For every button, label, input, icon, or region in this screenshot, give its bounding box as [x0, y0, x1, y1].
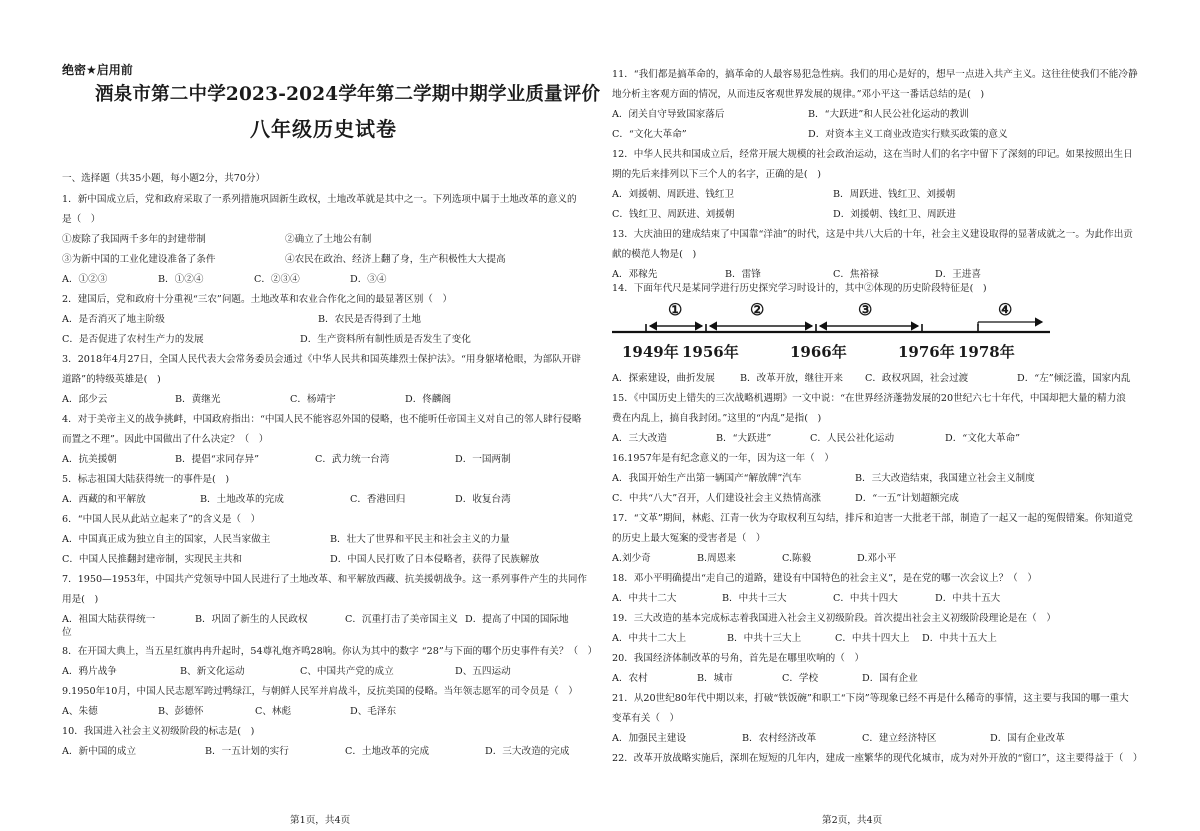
q10-option-a[interactable]: A．新中国的成立: [62, 746, 137, 757]
q7-option-b[interactable]: B．巩固了新生的人民政权: [195, 614, 308, 625]
q11-option-c[interactable]: C．“文化大革命”: [612, 129, 687, 140]
q8-option-c[interactable]: C、中国共产党的成立: [300, 666, 394, 677]
q13-option-a[interactable]: A．邓稼先: [612, 269, 658, 280]
q5-option-a[interactable]: A．西藏的和平解放: [62, 494, 146, 505]
q12-line1: 12．中华人民共和国成立后，经常开展大规模的社会政治运动，这在当时人们的名字中留下了深刻的印记。如果按照出生日: [612, 149, 1133, 160]
q9-option-a[interactable]: A、朱德: [62, 706, 98, 717]
timeline-year-1949: 1949年: [622, 343, 679, 361]
timeline-year-1956: 1956年: [682, 343, 739, 361]
q7-line1: 7．1950—1953年，中国共产党领导中国人民进行了土地改革、和平解放西藏、抗美援朝战争。这一系列事件产生的共同作: [62, 574, 588, 585]
timeline-diagram: [612, 296, 1052, 368]
q17-line1: 17．“文革”期间，林彪、江青一伙为夺取权利互勾结，排斥和迫害一大批老干部，制造了一起又一起的冤假错案。你知道党: [612, 513, 1133, 524]
q3-line1: 3．2018年4月27日，全国人民代表大会常务委员会通过《中华人民共和国英雄烈士保护法》。“用身躯堵枪眼，为部队开辟: [62, 354, 582, 365]
q5-text: 5．标志祖国大陆获得统一的事件是( ): [62, 474, 230, 485]
q17-option-a[interactable]: A.刘少奇: [612, 553, 651, 564]
exam-title: 酒泉市第二中学2023-2024学年第二学期中期学业质量评价: [95, 84, 601, 105]
q16-option-b[interactable]: B．三大改造结束，我国建立社会主义制度: [855, 473, 1035, 484]
q20-option-a[interactable]: A．农村: [612, 673, 648, 684]
q1-option-b[interactable]: B．①②④: [158, 274, 204, 285]
q11-line2: 地分析主客观方面的情况，从而违反客观世界发展的规律。”邓小平这一番话总结的是( ): [612, 89, 985, 100]
q21-line2: 变革有关（ ）: [612, 713, 680, 724]
q10-text: 10．我国进入社会主义初级阶段的标志是( ): [62, 726, 255, 737]
q4-line1: 4．对于美帝主义的战争挑衅，中国政府指出：“中国人民不能容忍外国的侵略，也不能听任帝国主义对自己的邻人肆行侵略: [62, 414, 582, 425]
q18-text: 18．邓小平明确提出“走自己的道路，建设有中国特色的社会主义”，是在党的哪一次会议上？（ ）: [612, 573, 1037, 584]
q20-option-b[interactable]: B．城市: [697, 673, 733, 684]
q14-option-d[interactable]: D．“左”倾泛滥，国家内乱: [1017, 373, 1131, 384]
q17-line2: 的历史上最大冤案的受害者是（ ）: [612, 533, 766, 544]
timeline-year-1966: 1966年: [790, 343, 847, 361]
q19-option-a[interactable]: A．中共十二大上: [612, 633, 687, 644]
q7-option-d[interactable]: D．提高了中国的国际地: [465, 614, 569, 625]
q5-option-d[interactable]: D．收复台湾: [455, 494, 511, 505]
q11-option-d[interactable]: D．对资本主义工商业改造实行赎买政策的意义: [808, 129, 1008, 140]
q15-line1: 15．《中国历史上错失的三次战略机遇期》一文中说：“在世界经济蓬勃发展的20世纪六七十年代，中国却把大量的精力浪: [612, 393, 1126, 404]
q8-option-d[interactable]: D、五四运动: [455, 666, 511, 677]
q4-line2: 而置之不理”。因此中国做出了什么决定？（ ）: [62, 434, 269, 445]
q15-line2: 费在内乱上，搞自我封闭。”这里的“内乱”是指( ): [612, 413, 822, 424]
exam-subtitle: 八年级历史试卷: [250, 117, 397, 141]
q10-option-d[interactable]: D．三大改造的完成: [485, 746, 570, 757]
q16-option-a[interactable]: A．我国开始生产出第一辆国产“解放牌”汽车: [612, 473, 802, 484]
q15-option-c[interactable]: C．人民公社化运动: [810, 433, 895, 444]
q6-text: 6．“中国人民从此站立起来了”的含义是（ ）: [62, 514, 261, 525]
q9-text: 9.1950年10月，中国人民志愿军跨过鸭绿江，与朝鲜人民军并肩战斗，反抗美国的侵略。当年领志愿军的司令员是（ ）: [62, 686, 578, 697]
q9-option-b[interactable]: B、彭德怀: [158, 706, 204, 717]
q17-option-b[interactable]: B.周恩来: [697, 553, 736, 564]
q8-option-b[interactable]: B、新文化运动: [180, 666, 245, 677]
q18-option-a[interactable]: A．中共十二大: [612, 593, 677, 604]
q1-option-c[interactable]: C．②③④: [254, 274, 300, 285]
q12-option-d[interactable]: D．刘援朝、钱红卫、周跃进: [833, 209, 956, 220]
timeline-year-1978: 1978年: [958, 343, 1015, 361]
q17-option-d[interactable]: D.邓小平: [857, 553, 897, 564]
q12-line2: 期的先后来排列以下三个人的名字，正确的是( ): [612, 169, 821, 180]
q1-item-3: ③为新中国的工业化建设准备了条件: [62, 254, 216, 265]
timeline-marker-3: ③: [858, 300, 873, 319]
q19-text: 19．三大改造的基本完成标志着我国进入社会主义初级阶段。首次提出社会主义初级阶段理论是在（ ）: [612, 613, 1056, 624]
q21-option-a[interactable]: A．加强民主建设: [612, 733, 687, 744]
q1-line2: 是（ ）: [62, 214, 101, 225]
q1-item-1: ①废除了我国两千多年的封建带制: [62, 234, 206, 245]
q11-option-b[interactable]: B．“大跃进”和人民公社化运动的教训: [808, 109, 969, 120]
q1-option-d[interactable]: D．③④: [350, 274, 387, 285]
q2-option-c[interactable]: C．是否促进了农村生产力的发展: [62, 334, 204, 345]
q18-option-b[interactable]: B．中共十三大: [722, 593, 787, 604]
q8-text: 8．在开国大典上，当五星红旗冉冉升起时，54尊礼炮齐鸣28响。你认为其中的数字 “28”与下面的哪个历史事件有关？（ ）: [62, 646, 598, 657]
q12-option-c[interactable]: C．钱红卫、周跃进、刘援朝: [612, 209, 735, 220]
q3-line2: 道路”的特级英雄是( ): [62, 374, 161, 385]
q5-option-b[interactable]: B．土地改革的完成: [200, 494, 284, 505]
q17-option-c[interactable]: C.陈毅: [782, 553, 812, 564]
q18-option-d[interactable]: D．中共十五大: [935, 593, 1001, 604]
q4-option-d[interactable]: D．一国两制: [455, 454, 511, 465]
timeline-marker-1: ①: [668, 300, 683, 319]
q13-option-b[interactable]: B．雷锋: [725, 269, 761, 280]
q19-option-d[interactable]: D．中共十五大上: [922, 633, 997, 644]
q20-option-c[interactable]: C．学校: [782, 673, 819, 684]
q21-option-d[interactable]: D．国有企业改革: [990, 733, 1065, 744]
q2-option-a[interactable]: A．是否消灭了地主阶级: [62, 314, 165, 325]
q6-option-b[interactable]: B．壮大了世界和平民主和社会主义的力量: [330, 534, 510, 545]
q14-option-c[interactable]: C．政权巩固，社会过渡: [865, 373, 969, 384]
q7-option-c[interactable]: C．沉重打击了美帝国主义: [345, 614, 458, 625]
q4-option-c[interactable]: C．武力统一台湾: [315, 454, 390, 465]
q13-option-c[interactable]: C．焦裕禄: [833, 269, 879, 280]
q16-option-c[interactable]: C．中共“八大”召开，人们建设社会主义热情高涨: [612, 493, 822, 504]
q13-line2: 献的模范人物是( ): [612, 249, 697, 260]
q10-option-c[interactable]: C．土地改革的完成: [345, 746, 430, 757]
q9-option-c[interactable]: C、林彪: [255, 706, 292, 717]
q13-line1: 13．大庆油田的建成结束了中国靠“洋油”的时代，这是中共八大后的十年，社会主义建设取得的显著成就之一。为此作出贡: [612, 229, 1133, 240]
q21-option-c[interactable]: C．建立经济特区: [862, 733, 937, 744]
q7-option-a[interactable]: A．祖国大陆获得统一: [62, 614, 156, 625]
q1-item-2: ②确立了土地公有制: [285, 234, 372, 245]
q7-line2: 用是( ): [62, 594, 99, 605]
q20-text: 20．我国经济体制改革的号角，首先是在哪里吹响的（ ）: [612, 653, 865, 664]
q19-option-c[interactable]: C．中共十四大上: [835, 633, 910, 644]
q10-option-b[interactable]: B．一五计划的实行: [205, 746, 289, 757]
q15-option-a[interactable]: A．三大改造: [612, 433, 667, 444]
q15-option-d[interactable]: D．“文化大革命”: [945, 433, 1021, 444]
timeline-marker-4: ④: [998, 300, 1013, 319]
page-footer-left: 第1页，共4页: [290, 815, 351, 826]
secret-label: 绝密★启用前: [62, 63, 133, 77]
q11-option-a[interactable]: A．闭关自守导致国家落后: [612, 109, 725, 120]
q4-option-a[interactable]: A．抗美援朝: [62, 454, 117, 465]
q12-option-a[interactable]: A．刘援朝、周跃进、钱红卫: [612, 189, 735, 200]
q14-text: 14．下面年代尺是某同学进行历史探究学习时设计的，其中②体现的历史阶段特征是( ): [612, 283, 987, 294]
q5-option-c[interactable]: C．香港回归: [350, 494, 406, 505]
q1-line1: 1．新中国成立后，党和政府采取了一系列措施巩固新生政权，土地改革就是其中之一。下列选项中属于土地改革的意义的: [62, 194, 577, 205]
q7-option-d-tail: 位: [62, 627, 72, 638]
q3-option-d[interactable]: D．佟麟阁: [405, 394, 452, 405]
q22-text: 22．改革开放战略实施后，深圳在短短的几年内，建成一座繁华的现代化城市，成为对外开放的“窗口”，这主要得益于（ ）: [612, 753, 1143, 764]
q6-option-a[interactable]: A．中国真正成为独立自主的国家，人民当家做主: [62, 534, 271, 545]
q8-option-a[interactable]: A．鸦片战争: [62, 666, 117, 677]
q21-option-b[interactable]: B．农村经济改革: [742, 733, 817, 744]
q11-line1: 11．“我们都是搞革命的，搞革命的人最容易犯急性病。我们的用心是好的，想早一点进入共产主义。这往往使我们不能冷静: [612, 69, 1138, 80]
page-footer-right: 第2页，共4页: [822, 815, 883, 826]
q3-option-a[interactable]: A．邱少云: [62, 394, 108, 405]
q2-option-b[interactable]: B．农民是否得到了土地: [318, 314, 421, 325]
q1-option-a[interactable]: A．①②③: [62, 274, 108, 285]
q18-option-c[interactable]: C．中共十四大: [833, 593, 898, 604]
q6-option-d[interactable]: D．中国人民打败了日本侵略者，获得了民族解放: [330, 554, 540, 565]
section-heading: 一、选择题（共35小题，每小题2分，共70分）: [62, 173, 266, 184]
q9-option-d[interactable]: D、毛泽东: [350, 706, 397, 717]
timeline-year-1976: 1976年: [898, 343, 955, 361]
q16-option-d[interactable]: D．“一五”计划超额完成: [855, 493, 959, 504]
q4-option-b[interactable]: B．提倡“求同存异”: [175, 454, 260, 465]
timeline-marker-2: ②: [750, 300, 765, 319]
q12-option-b[interactable]: B．周跃进、钱红卫、刘援朝: [833, 189, 956, 200]
q6-option-c[interactable]: C．中国人民推翻封建帝制，实现民主共和: [62, 554, 243, 565]
q3-option-b[interactable]: B．黄继光: [175, 394, 221, 405]
q3-option-c[interactable]: C．杨靖宇: [290, 394, 336, 405]
q2-text: 2．建国后，党和政府十分重视“三农”问题。土地改革和农业合作化之间的最显著区别（ ）: [62, 294, 453, 305]
q20-option-d[interactable]: D．国有企业: [862, 673, 918, 684]
q19-option-b[interactable]: B．中共十三大上: [727, 633, 802, 644]
q1-item-4: ④农民在政治、经济上翻了身，生产积极性大大提高: [285, 254, 506, 265]
q13-option-d[interactable]: D．王进喜: [935, 269, 982, 280]
q21-line1: 21．从20世纪80年代中期以来，打破“铁饭碗”和职工“下岗”等现象已经不再是什么稀奇的事情，这主要与我国的哪一重大: [612, 693, 1129, 704]
q2-option-d[interactable]: D．生产资料所有制性质是否发生了变化: [300, 334, 471, 345]
q15-option-b[interactable]: B．“大跃进”: [716, 433, 772, 444]
q16-text: 16.1957年是有纪念意义的一年，因为这一年（ ）: [612, 453, 834, 464]
q14-option-b[interactable]: B．改革开放，继往开来: [740, 373, 843, 384]
q14-option-a[interactable]: A．探索建设，曲折发展: [612, 373, 715, 384]
